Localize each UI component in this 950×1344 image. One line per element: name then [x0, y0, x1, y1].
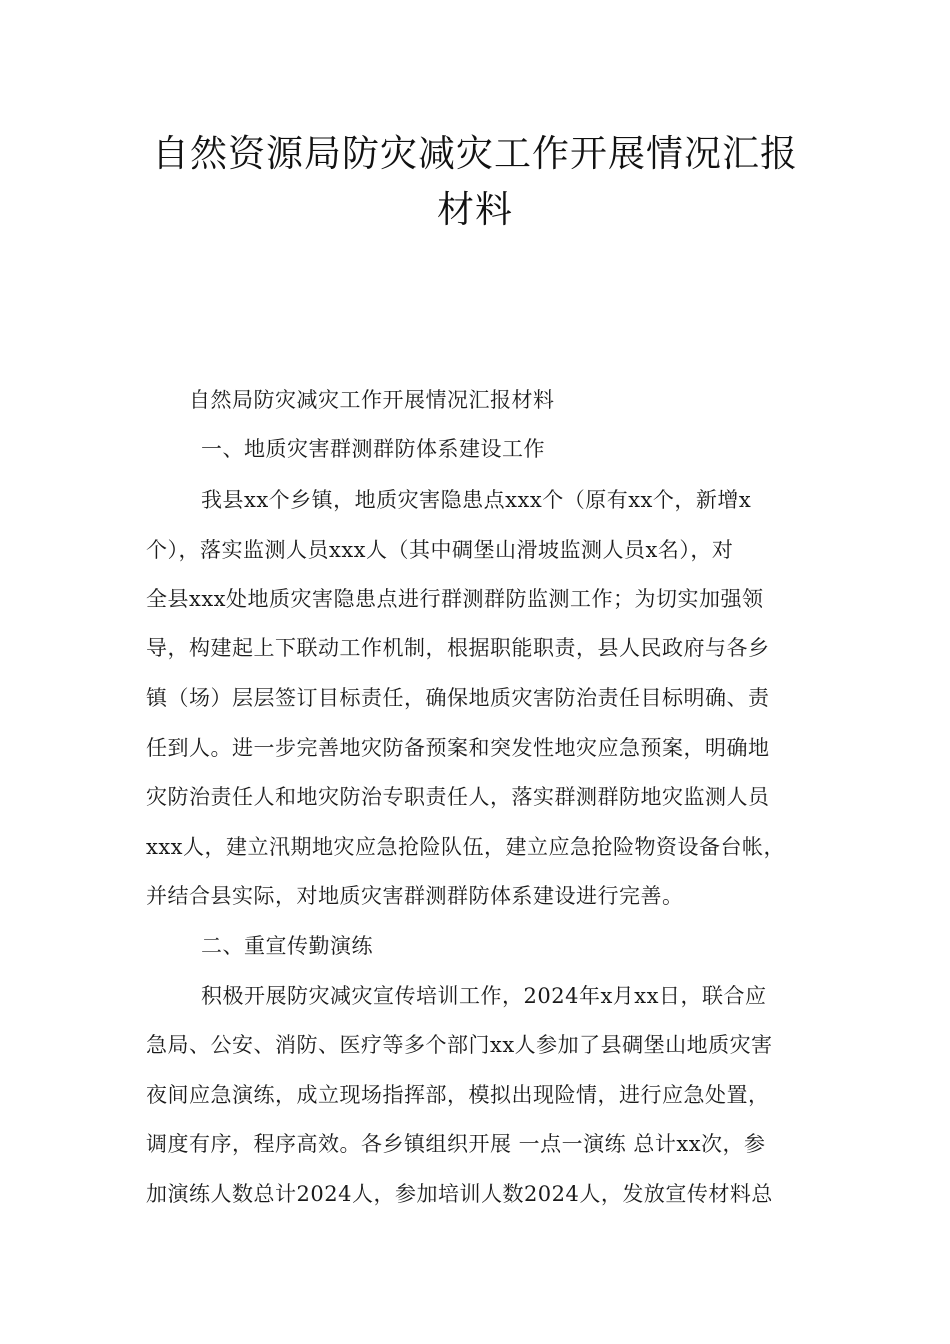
- document-subtitle: 自然局防灾减灾工作开展情况汇报材料: [189, 388, 555, 412]
- section-1-paragraph-line-9: 并结合县实际，对地质灾害群测群防体系建设进行完善。: [146, 884, 684, 908]
- section-1-paragraph-line-5: 镇（场）层层签订目标责任，确保地质灾害防治责任目标明确、责: [146, 686, 770, 710]
- section-1-paragraph-line-2: 个），落实监测人员xxx人（其中碉堡山滑坡监测人员x名），对: [146, 538, 734, 562]
- document-title: [120, 126, 830, 238]
- section-1-paragraph-line-1: 我县xx个乡镇，地质灾害隐患点xxx个（原有xx个，新增x: [201, 488, 752, 512]
- section-1-paragraph-line-8: xxx人，建立汛期地灾应急抢险队伍，建立应急抢险物资设备台帐，: [146, 835, 786, 859]
- section-1-paragraph-line-6: 任到人。进一步完善地灾防备预案和突发性地灾应急预案，明确地: [146, 736, 770, 760]
- document-title-line-2: 材料: [437, 188, 513, 231]
- section-1-paragraph-line-3: 全县xxx处地质灾害隐患点进行群测群防监测工作；为切实加强领: [146, 587, 764, 611]
- section-1-heading: 一、地质灾害群测群防体系建设工作: [201, 437, 545, 461]
- section-2-paragraph-line-3: 夜间应急演练，成立现场指挥部，模拟出现险情，进行应急处置，: [146, 1083, 770, 1107]
- section-2-paragraph-line-1: 积极开展防灾减灾宣传培训工作，2024年x月xx日，联合应: [201, 984, 767, 1008]
- section-2-paragraph-line-2: 急局、公安、消防、医疗等多个部门xx人参加了县碉堡山地质灾害: [146, 1033, 773, 1057]
- section-1-paragraph-line-7: 灾防治责任人和地灾防治专职责任人，落实群测群防地灾监测人员: [146, 785, 770, 809]
- section-2-paragraph-line-4: 调度有序，程序高效。各乡镇组织开展 一点一演练 总计xx次，参: [146, 1132, 766, 1156]
- section-1-paragraph-line-4: 导，构建起上下联动工作机制，根据职能职责，县人民政府与各乡: [146, 636, 770, 660]
- section-2-heading: 二、重宣传勤演练: [201, 934, 373, 958]
- section-2-paragraph-line-5: 加演练人数总计2024人，参加培训人数2024人，发放宣传材料总: [146, 1182, 773, 1206]
- document-title-line-1: 自然资源局防灾减灾工作开展情况汇报: [152, 132, 798, 175]
